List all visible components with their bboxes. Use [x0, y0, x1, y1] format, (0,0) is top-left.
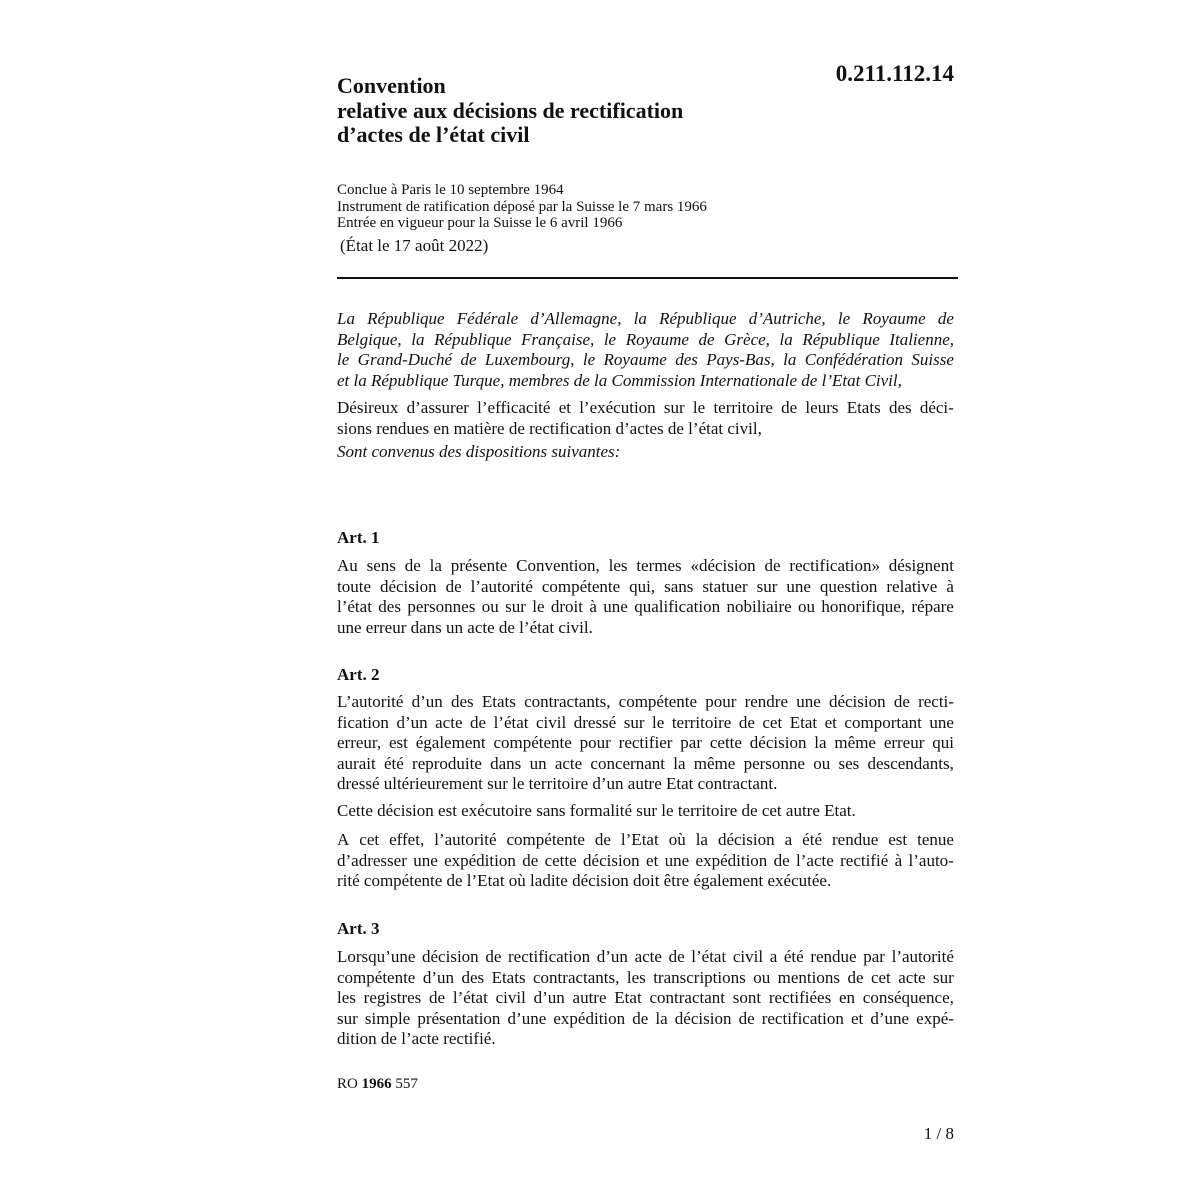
text-line: une erreur dans un acte de l’état civil.: [337, 617, 593, 637]
status-date: (État le 17 août 2022): [340, 235, 489, 255]
text-line: aurait été reproduite dans un acte concernant la même personne ou ses descendants,: [337, 753, 954, 773]
title-line: Convention: [337, 73, 446, 98]
text-line: fication d’un acte de l’état civil dressé sur le territoire de cet Etat et comportant une: [337, 712, 954, 732]
ratification-date: Instrument de ratification déposé par la Suisse le 7 mars 1966: [337, 198, 707, 215]
preamble-desire: [337, 398, 954, 439]
text-line: L’autorité d’un des Etats contractants, compétente pour rendre une décision de recti-: [337, 692, 954, 711]
preamble-agreed: [337, 442, 954, 463]
text-line: compétente d’un des Etats contractants, les transcriptions ou mentions de cet acte sur: [337, 967, 954, 987]
text-line: Désireux d’assurer l’efficacité et l’exécution sur le territoire de leurs Etats des déci-: [337, 398, 954, 417]
text-line: d’adresser une expédition de cette décision et une expédition de l’acte rectifié à l’auto-: [337, 850, 954, 870]
header-divider: [337, 277, 958, 279]
text-line: l’état des personnes ou sur le droit à une qualification nobiliaire ou honorifique, répare: [337, 597, 954, 616]
text-line: Sont convenus des dispositions suivantes:: [337, 442, 621, 461]
text-line: les registres de l’état civil d’un autre Etat contractant sont rectifiées en conséquence,: [337, 988, 954, 1007]
article-2-paragraph-2: [337, 801, 954, 822]
preamble-parties: [337, 309, 954, 391]
text-line: sur simple présentation d’une expédition de la décision de rectification et d’une expé-: [337, 1008, 954, 1028]
document-title: [337, 74, 777, 148]
text-line: erreur, est également compétente pour rectifier par cette décision la même erreur qui: [337, 733, 954, 752]
article-2-heading: Art. 2: [337, 665, 380, 684]
metadata-block: [337, 182, 897, 257]
text-line: dressé ultérieurement sur le territoire d’un autre Etat contractant.: [337, 774, 778, 793]
article-1-text: [337, 556, 954, 638]
ro-page: 557: [395, 1076, 418, 1092]
official-collection-reference: [337, 1075, 418, 1093]
sr-number: 0.211.112.14: [835, 61, 954, 86]
text-line: Au sens de la présente Convention, les termes «décision de rectification» désignent: [337, 556, 954, 575]
text-line: A cet effet, l’autorité compétente de l’Etat où la décision a été rendue est tenue: [337, 830, 954, 849]
page-number: 1 / 8: [923, 1124, 954, 1143]
article-1-heading: Art. 1: [337, 528, 380, 547]
text-line: sions rendues en matière de rectification d’actes de l’état civil,: [337, 418, 762, 438]
text-line: Lorsqu’une décision de rectification d’un acte de l’état civil a été rendue par l’autorité: [337, 947, 954, 966]
text-line: et la République Turque, membres de la Commission Internationale de l’Etat Civil,: [337, 370, 902, 390]
text-line: toute décision de l’autorité compétente qui, sans statuer sur une question relative à: [337, 576, 954, 596]
text-line: La République Fédérale d’Allemagne, la République d’Autriche, le Royaume de: [337, 309, 954, 328]
title-line: d’actes de l’état civil: [337, 122, 530, 147]
entry-into-force-date: Entrée en vigueur pour la Suisse le 6 avril 1966: [337, 215, 623, 231]
article-2-paragraph-3: [337, 830, 954, 892]
text-line: Belgique, la République Française, le Royaume de Grèce, la République Italienne,: [337, 329, 954, 349]
article-3-text: [337, 947, 954, 1050]
text-line: le Grand-Duché de Luxembourg, le Royaume des Pays-Bas, la Confédération Suisse: [337, 350, 954, 369]
ro-prefix: RO: [337, 1076, 358, 1092]
text-line: dition de l’acte rectifié.: [337, 1029, 496, 1048]
text-line: rité compétente de l’Etat où ladite décision doit être également exécutée.: [337, 871, 832, 890]
article-2-paragraph-1: [337, 692, 954, 795]
concluded-date: Conclue à Paris le 10 septembre 1964: [337, 182, 564, 198]
title-line: relative aux décisions de rectification: [337, 97, 684, 123]
text-line: Cette décision est exécutoire sans formalité sur le territoire de cet autre Etat.: [337, 801, 856, 820]
article-3-heading: Art. 3: [337, 919, 380, 938]
ro-year: 1966: [361, 1076, 392, 1092]
